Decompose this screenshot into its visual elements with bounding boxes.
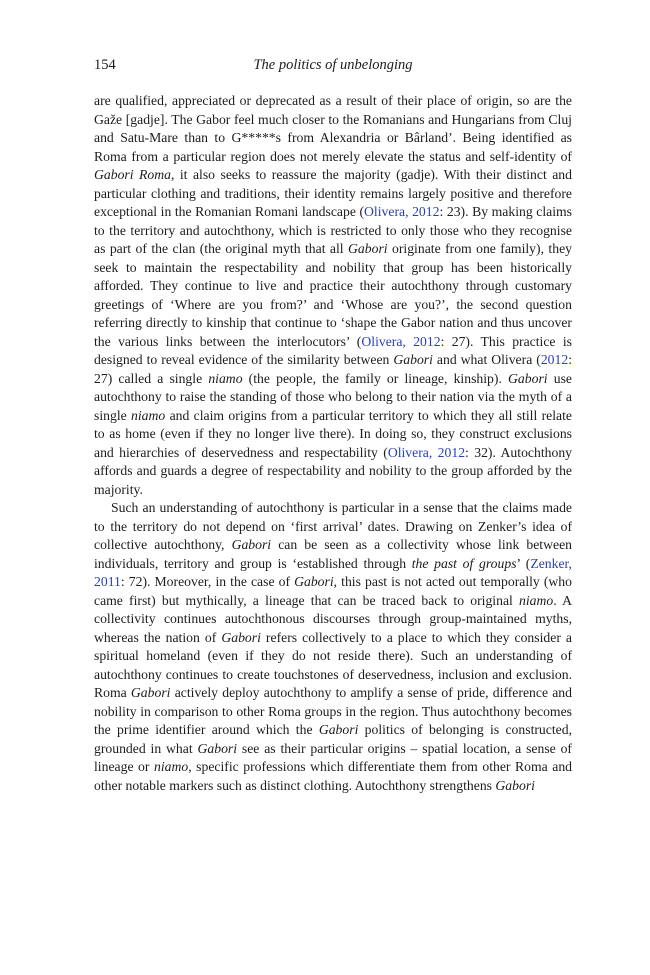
italic-term: Gabori	[130, 685, 171, 700]
text-run: and what Olivera (	[432, 352, 541, 367]
text-run: ’ (	[516, 555, 531, 571]
page-number: 154	[94, 57, 116, 73]
text-run: : 23). By making claims to the territory and autochthony, which is restricted to only those who they recognise as part of the clan (the original myth that all	[94, 204, 573, 256]
text-run: are qualified, appreciated or deprecated as a result of their place of origin, so are the Gaže [gadje]. The Gabor feel much closer to the Romanians and Hungarians from Cluj and Satu-Mare than to G*****s from Alexandria or Bârland’. Being identified as Roma from a particular region does not merely elevate the status and self-identity of	[94, 93, 572, 164]
italic-term: Gabori	[294, 574, 334, 589]
text-run: (the people, the family or lineage, kinship).	[242, 370, 509, 386]
text-run: originate from one family), they seek to maintain the respectability and nobility that group has been historically afforded. They continue to live and practice their autochthony through customary greetings of ‘Where are you from?’ and ‘Whose are you?’, the second question referring directly to kinship that continue to ‘shape the Gabor nation and thus uncover the various links between the interlocutors’ (	[94, 241, 572, 349]
text-run: actively deploy autochthony to amplify a sense of pride, difference and nobility in comparison to other Roma groups in the region. Thus autochthony becomes the prime identifier around which the	[94, 685, 572, 737]
italic-term: Gabori Roma	[94, 167, 171, 182]
citation-link[interactable]: Olivera, 2012	[361, 333, 441, 349]
italic-term: niamo	[208, 370, 243, 386]
text-run: use autochthony to raise the standing of those who belong to their nation via the myth of a single	[94, 370, 572, 423]
text-run: : 27) called a single	[94, 352, 572, 386]
italic-term: Gabori	[318, 722, 359, 737]
citation-link[interactable]: 2012	[540, 352, 569, 367]
text-run: politics of belonging is constructed, grounded in what	[94, 722, 572, 756]
citation-link[interactable]: Olivera, 2012	[387, 444, 466, 460]
text-run: Such an understanding of autochthony is particular in a sense that the claims made to the territory do not depend on ‘first arrival’ dates. Drawing on Zenker’s idea of collective autochthony,	[94, 500, 572, 552]
italic-term: Gabori	[221, 629, 261, 645]
italic-term: Gabori	[231, 537, 272, 552]
page-header	[94, 55, 572, 75]
paragraph-1	[94, 92, 572, 499]
paragraph-2	[94, 499, 572, 795]
running-title: The politics of unbelonging	[253, 57, 413, 73]
italic-term: Gabori	[495, 777, 535, 793]
italic-term: niamo	[519, 592, 554, 608]
italic-term: Gabori	[508, 370, 548, 386]
italic-term: Gabori	[197, 740, 238, 756]
text-run: : 27). This practice is designed to reveal evidence of the similarity between	[94, 333, 572, 367]
italic-term: Gabori	[348, 241, 388, 256]
italic-term: Gabori	[393, 352, 433, 367]
text-run: , specific professions which differentiate them from other Roma and other notable markers such as distinct clothing. Autochthony strengthens	[94, 759, 573, 793]
text-run: and claim origins from a particular territory to which they all still relate to as home (even if they no longer live there). In doing so, they construct exclusions and hierarchies of deservedness and respectability (	[94, 407, 572, 460]
italic-term: the past of groups	[411, 555, 517, 571]
text-run: see as their particular origins – spatial location, a sense of lineage or	[94, 740, 572, 774]
text-run: : 32). Autochthony affords and guards a degree of respectability and nobility to the group afforded by the majority.	[94, 444, 573, 497]
text-run: can be seen as a collectivity whose link between individuals, territory and group is ‘established through	[94, 537, 572, 571]
text-run: refers collectively to a place to which they consider a spiritual homeland (even if they do not reside there). Such an understanding of autochthony continues to create touchstones of deservedness, inclusion and exclusion. Roma	[94, 629, 572, 700]
text-run: : 72). Moreover, in the case of	[120, 574, 295, 589]
text-run: , it also seeks to reassure the majority (gadje). With their distinct and particular clothing and traditions, their identity remains largely positive and therefore exceptional in the Romanian Romani landscape (	[94, 167, 572, 219]
text-run: , this past is not acted out temporally (who came first) but mythically, a lineage that can be traced back to original	[94, 574, 572, 608]
text-run: . A collectivity continues autochthonous discourses through group-maintained myths, whereas the nation of	[94, 592, 572, 645]
citation-link[interactable]: Zenker, 2011	[94, 555, 572, 589]
italic-term: niamo	[154, 759, 189, 774]
citation-link[interactable]: Olivera, 2012	[364, 204, 440, 219]
italic-term: niamo	[131, 407, 166, 423]
body-text	[94, 92, 572, 795]
